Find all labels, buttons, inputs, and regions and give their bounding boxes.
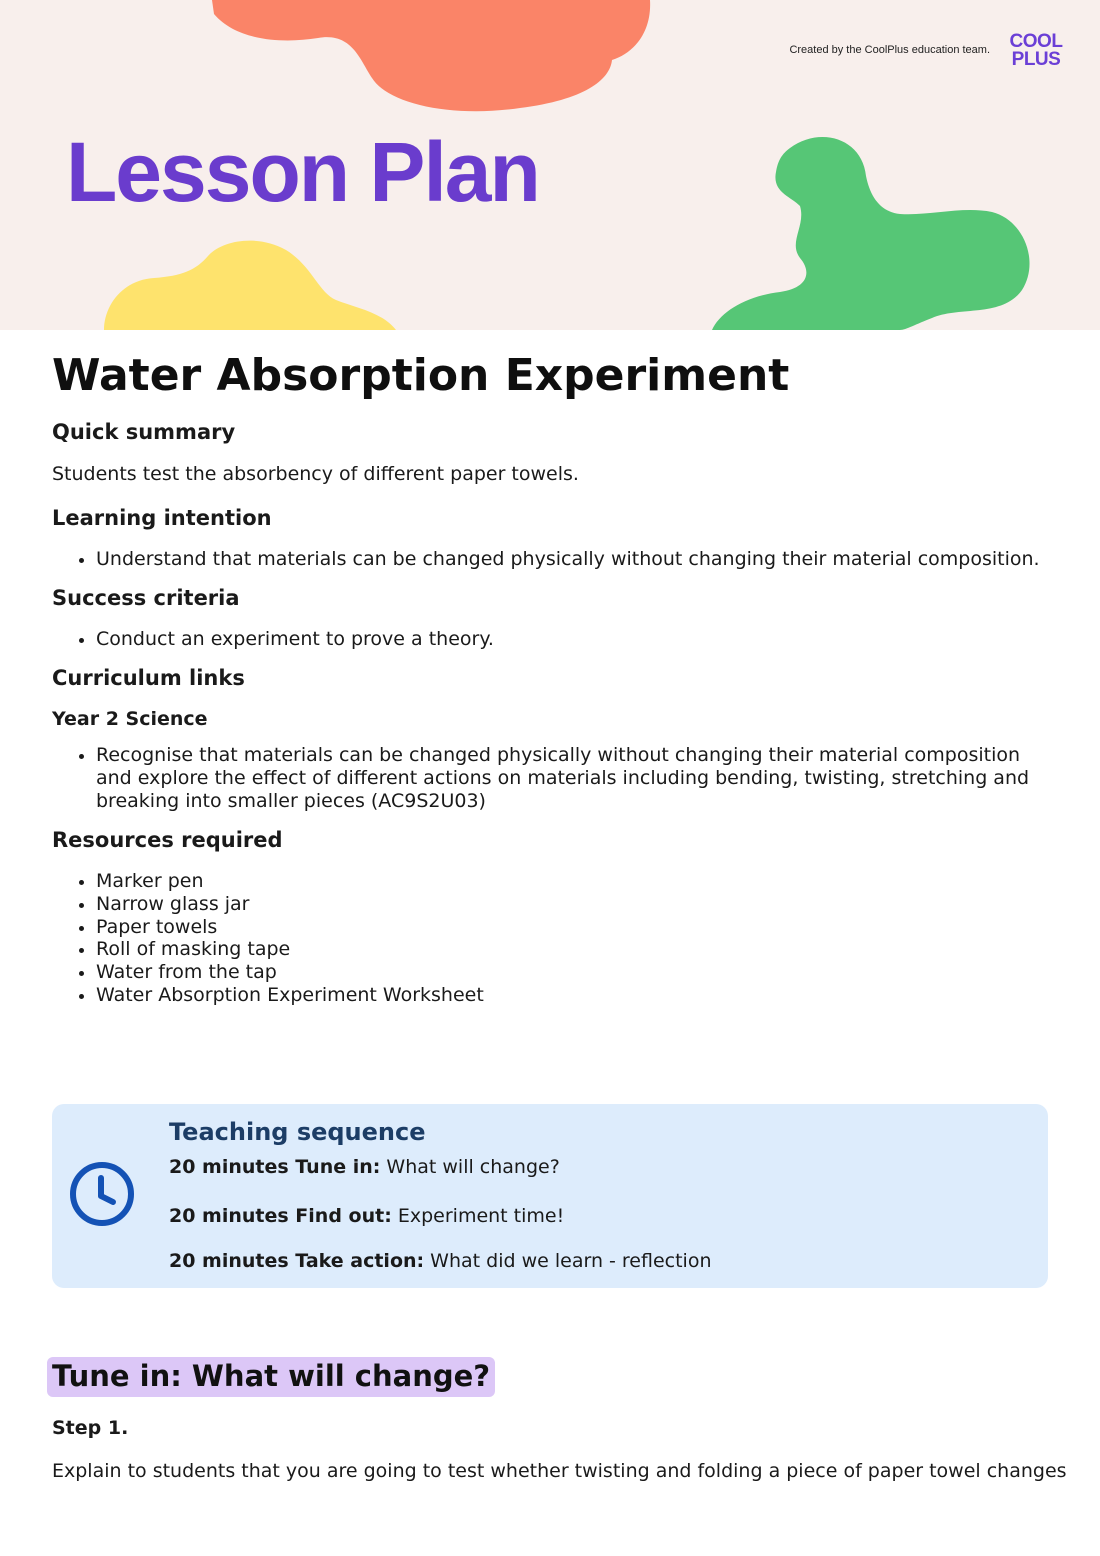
list-item: • Water from the tap [96,961,1052,984]
yellow-blob [104,241,396,330]
list-item: • Conduct an experiment to prove a theory. [96,628,1052,651]
list-item: • Marker pen [96,870,1052,893]
curriculum-list [52,744,1052,812]
tune-in-heading: Tune in: What will change? [47,1357,495,1397]
orange-blob [212,0,650,111]
success-criteria-list [52,628,1052,651]
coolplus-logo [1004,33,1068,69]
resources-list [52,870,1052,1007]
quick-summary-text: Students test the absorbency of different paper towels. [52,463,579,486]
document-body [52,350,1052,1019]
list-item: • Roll of masking tape [96,938,1052,961]
list-item: • Paper towels [96,916,1052,939]
list-item: • Understand that materials can be changed physically without changing their material composition. [96,548,1052,571]
logo-line-2: PLUS [1011,49,1061,70]
sequence-row [169,1156,560,1178]
curriculum-links-heading: Curriculum links [52,665,245,690]
sequence-row [169,1250,712,1272]
step-text: Explain to students that you are going to test whether twisting and folding a piece of paper towel changes [52,1460,1067,1482]
list-item: • Water Absorption Experiment Worksheet [96,984,1052,1007]
sequence-row-text: What did we learn - reflection [424,1250,712,1272]
teaching-sequence-title: Teaching sequence [169,1118,426,1146]
list-item: • Narrow glass jar [96,893,1052,916]
learning-intention-list [52,548,1052,571]
step-label: Step 1. [52,1417,129,1439]
quick-summary-heading: Quick summary [52,419,236,444]
hero-title: Lesson Plan [66,125,539,219]
sequence-row-label: 20 minutes Tune in: [169,1156,381,1178]
sequence-row-text: What will change? [380,1156,560,1178]
credit-text: Created by the CoolPlus education team. [789,44,990,56]
logo-line-1: COOL [1009,31,1063,52]
resources-heading: Resources required [52,827,283,852]
list-item: • Recognise that materials can be changed physically without changing their material composition and explore the effect of different actions on materials including bending, twisting, stretching and breaking into smaller pieces (AC9S2U03) [96,744,1052,812]
sequence-row-label: 20 minutes Find out: [169,1205,392,1227]
header-banner [0,0,1100,330]
document-title: Water Absorption Experiment [52,350,790,401]
learning-intention-heading: Learning intention [52,505,272,530]
curriculum-subheading: Year 2 Science [52,708,208,731]
clock-icon [68,1160,136,1228]
green-blob [712,137,1030,330]
sequence-row [169,1205,564,1227]
sequence-row-text: Experiment time! [391,1205,565,1227]
success-criteria-heading: Success criteria [52,585,240,610]
sequence-row-label: 20 minutes Take action: [169,1250,425,1272]
teaching-sequence-box [52,1104,1048,1288]
